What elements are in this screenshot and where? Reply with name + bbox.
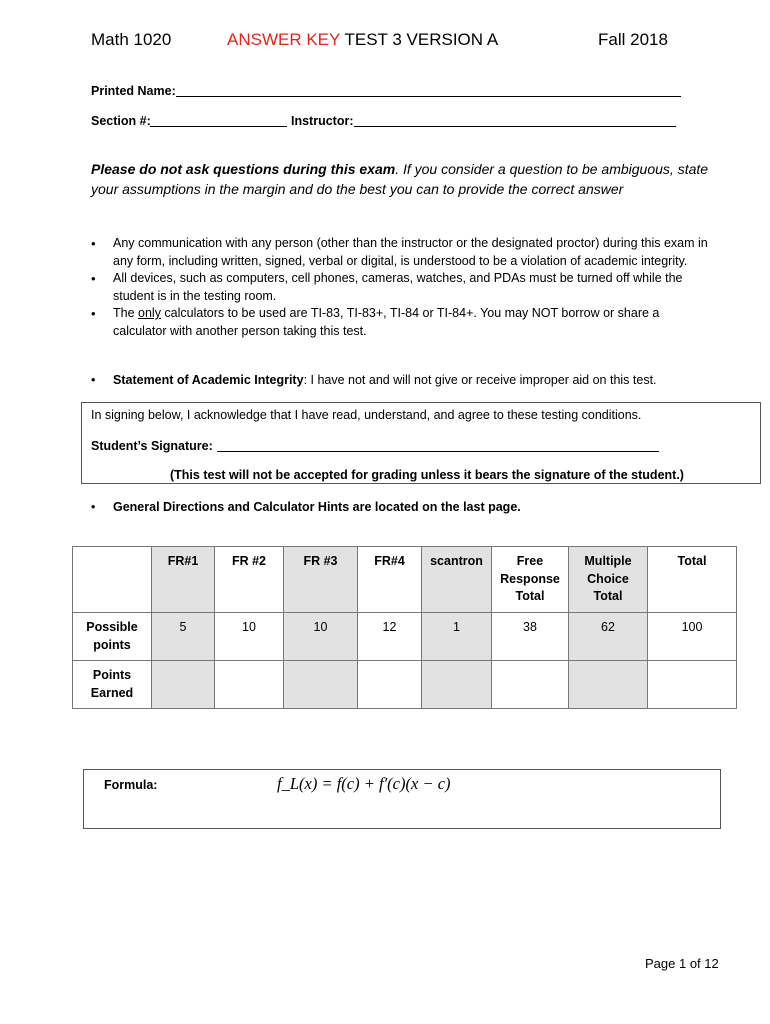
- table-corner: [73, 547, 152, 613]
- page-number: Page 1 of 12: [645, 956, 719, 971]
- formula-label: Formula:: [104, 778, 158, 792]
- signature-label: Student’s Signature:: [91, 439, 213, 453]
- instructions-emphasis: Please do not ask questions during this exam: [91, 161, 396, 177]
- row-earned-label: [73, 661, 152, 709]
- section-label: Section #:: [91, 114, 151, 128]
- possible-fr3: [284, 613, 358, 661]
- printed-name-label: Printed Name:: [91, 84, 176, 98]
- earned-fr-total[interactable]: [492, 661, 569, 709]
- rules-list: [91, 235, 711, 340]
- printed-name-field[interactable]: [176, 84, 681, 97]
- col-total-label: Total: [677, 554, 707, 568]
- rule-devices: • All devices, such as computers, cell phones, cameras, watches, and PDAs must be turned off while the student is in the testing room.: [91, 270, 711, 305]
- col-total: [648, 547, 737, 613]
- calc-prefix: The: [113, 306, 139, 320]
- term-label: Fall 2018: [598, 30, 668, 49]
- possible-fr3-value: 10: [313, 620, 328, 634]
- earned-fr3[interactable]: [284, 661, 358, 709]
- col-scantron-label: scantron: [430, 554, 483, 568]
- points-earned-label: Points Earned: [90, 668, 134, 700]
- instructor-field[interactable]: [354, 114, 676, 127]
- signature-note: (This test will not be accepted for grading unless it bears the signature of the student.): [170, 468, 684, 482]
- calc-rest: calculators to be used are TI-83, TI-83+, TI-84 or TI-84+. You may NOT borrow or share a calculator with another person taking this test.: [113, 306, 660, 338]
- possible-mc-total-value: 62: [601, 620, 615, 634]
- answer-key-label: ANSWER KEY: [227, 30, 341, 49]
- col-fr2-label: FR #2: [231, 554, 267, 568]
- possible-mc-total: [569, 613, 648, 661]
- earned-fr2[interactable]: [215, 661, 284, 709]
- rule-integrity: [91, 373, 711, 387]
- earned-fr1[interactable]: [152, 661, 215, 709]
- col-fr-total: [492, 547, 569, 613]
- exam-instructions: [91, 159, 731, 199]
- col-scantron: [422, 547, 492, 613]
- col-fr1-label: FR#1: [167, 554, 199, 568]
- possible-points-label: Possible points: [86, 620, 138, 652]
- col-fr-total-label: Free Response Total: [500, 554, 560, 603]
- row-possible-label: [73, 613, 152, 661]
- rule-communication: • Any communication with any person (other than the instructor or the designated proctor) during this exam in any form, including written, signed, verbal or digital, is understood to be a violation of academic integrity.: [91, 235, 711, 270]
- score-table: [72, 546, 737, 709]
- col-mc-total: [569, 547, 648, 613]
- possible-fr-total-value: 38: [523, 620, 537, 634]
- earned-fr4[interactable]: [358, 661, 422, 709]
- instructor-label: Instructor:: [291, 114, 354, 128]
- col-fr4-label: FR#4: [374, 554, 405, 568]
- linear-approximation-formula: f_L(x) = f(c) + f′(c)(x − c): [277, 774, 451, 793]
- col-fr4: [358, 547, 422, 613]
- course-title: Math 1020: [91, 30, 172, 49]
- integrity-label: Statement of Academic Integrity: [113, 373, 304, 387]
- rule-calculators: [91, 305, 711, 340]
- col-fr3-label: FR #3: [303, 554, 338, 568]
- integrity-text: : I have not and will not give or receive improper aid on this test.: [303, 373, 657, 387]
- col-fr1: [152, 547, 215, 613]
- signature-field[interactable]: [217, 439, 659, 452]
- section-field[interactable]: [150, 114, 287, 127]
- formula-box: [83, 769, 721, 829]
- instructions-text: . If you consider a question to be ambiguous, state your assumptions in the margin and do the best you can to provide the correct answer: [91, 161, 709, 197]
- col-fr3: [284, 547, 358, 613]
- possible-fr-total: [492, 613, 569, 661]
- general-directions: • General Directions and Calculator Hints are located on the last page.: [91, 500, 711, 514]
- possible-fr1-value: 5: [179, 620, 187, 634]
- test-version-label: TEST 3 VERSION A: [344, 30, 499, 49]
- possible-total-value: 100: [681, 620, 703, 634]
- possible-total: [648, 613, 737, 661]
- possible-scantron: [422, 613, 492, 661]
- possible-fr4-value: 12: [382, 620, 397, 634]
- signature-box: [81, 402, 761, 484]
- possible-scantron-value: 1: [453, 620, 460, 634]
- acknowledge-text: In signing below, I acknowledge that I have read, understand, and agree to these testing conditions.: [91, 408, 642, 422]
- possible-fr2: [215, 613, 284, 661]
- earned-scantron[interactable]: [422, 661, 492, 709]
- col-fr2: [215, 547, 284, 613]
- possible-fr4: [358, 613, 422, 661]
- exam-title: [227, 30, 498, 50]
- possible-fr1: [152, 613, 215, 661]
- col-mc-total-label: Multiple Choice Total: [584, 554, 632, 603]
- possible-fr2-value: 10: [242, 620, 256, 634]
- calc-only: only: [138, 306, 161, 320]
- earned-total[interactable]: [648, 661, 737, 709]
- earned-mc-total[interactable]: [569, 661, 648, 709]
